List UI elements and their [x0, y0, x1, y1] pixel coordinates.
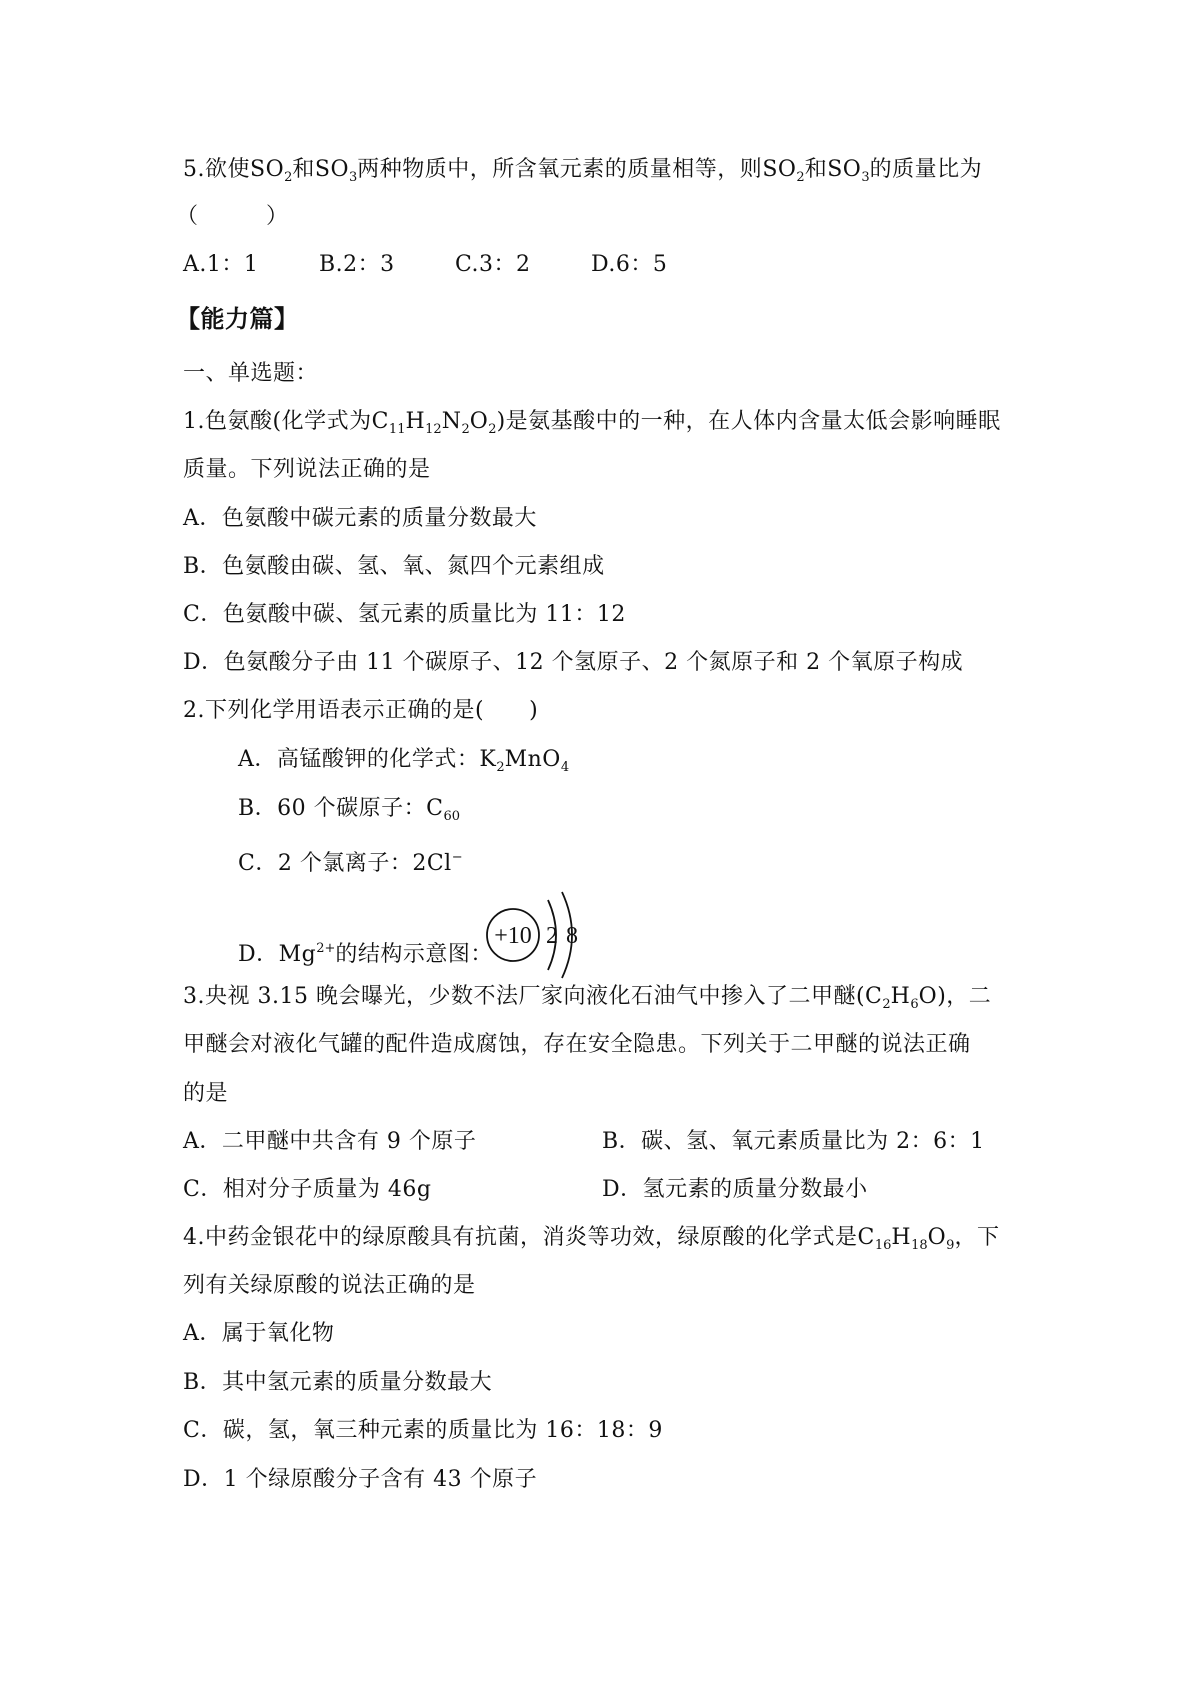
q4-text: ，下: [954, 1225, 1000, 1250]
formula-element: H: [891, 1225, 912, 1250]
subscript: 2: [882, 997, 891, 1012]
q5-option-c: C.3：2: [455, 252, 531, 277]
q1-option-b: B．色氨酸由碳、氢、氧、氮四个元素组成: [183, 554, 605, 579]
q4-text: 4.中药金银花中的绿原酸具有抗菌，消炎等功效，绿原酸的化学式是: [183, 1225, 858, 1250]
section-subheading: 一、单选题：: [183, 361, 319, 386]
q3-text: )，二: [937, 984, 992, 1009]
q2-stem: 2.下列化学用语表示正确的是( ): [183, 698, 539, 723]
subscript: 2: [796, 170, 805, 185]
q3-stem-line2: 甲醚会对液化气罐的配件造成腐蚀，存在安全隐患。下列关于二甲醚的说法正确: [183, 1032, 971, 1057]
subscript: 3: [861, 170, 870, 185]
q1-stem-line1: [183, 408, 1001, 444]
subscript: 2: [488, 422, 497, 437]
q5-option-a: A.1：1: [183, 252, 259, 277]
q1-text: )是氨基酸中的一种，在人体内含量太低会影响睡眠: [496, 409, 1001, 434]
formula-element: O: [469, 409, 489, 434]
subscript: 9: [946, 1238, 955, 1253]
q5-text: 两种物质中，所含氧元素的质量相等，则: [357, 157, 763, 182]
formula-element: H: [890, 984, 911, 1009]
formula-element: C: [371, 409, 389, 434]
formula-so3: SO: [314, 157, 350, 182]
subscript: 11: [388, 422, 406, 437]
formula-so2: SO: [762, 157, 797, 182]
q5-text: 的质量比为: [869, 157, 983, 182]
formula-element: N: [441, 409, 462, 434]
q3-stem-line1: [183, 983, 991, 1019]
q3-option-b: B．碳、氢、氧元素质量比为 2：6：1: [602, 1129, 985, 1154]
q2-option-d: [238, 935, 493, 969]
subscript: 6: [910, 997, 919, 1012]
shell-2-electrons: 8: [566, 923, 578, 949]
formula-element: H: [405, 409, 426, 434]
formula-so3: SO: [827, 157, 862, 182]
atomic-structure-diagram: [480, 880, 590, 980]
q2-text: C．2 个氯离子：2Cl: [238, 851, 452, 876]
q5-answer-paren: （ ）: [176, 204, 289, 229]
q2-text: 的结构示意图：: [335, 942, 493, 967]
q4-option-d: D．1 个绿原酸分子含有 43 个原子: [183, 1467, 538, 1492]
subscript: 12: [425, 422, 442, 437]
q5-option-d: D.6：5: [591, 252, 668, 277]
q5-option-b: B.2：3: [319, 252, 395, 277]
q5-stem-line1: [183, 156, 982, 192]
formula-element: C: [426, 796, 444, 821]
q5-text: 和: [804, 157, 828, 182]
q1-stem-line2: 质量。下列说法正确的是: [183, 457, 431, 482]
q5-text: 5.欲使: [183, 157, 250, 182]
q4-option-c: C．碳，氢，氧三种元素的质量比为 16：18：9: [183, 1418, 663, 1443]
q2-text: A．高锰酸钾的化学式：: [238, 747, 480, 772]
q1-text: 1.色氨酸(化学式为: [183, 409, 372, 434]
q1-option-a: A．色氨酸中碳元素的质量分数最大: [183, 506, 537, 531]
formula-element: C: [865, 984, 883, 1009]
subscript: 3: [349, 170, 358, 185]
q3-option-d: D．氢元素的质量分数最小: [602, 1177, 868, 1202]
formula-element: O: [918, 984, 938, 1009]
formula-element: K: [479, 747, 497, 772]
subscript: 2: [496, 760, 505, 775]
formula-element: MnO: [504, 747, 561, 772]
q3-stem-line3: 的是: [183, 1081, 229, 1106]
q4-stem-line2: 列有关绿原酸的说法正确的是: [183, 1273, 476, 1298]
q5-options: [183, 251, 727, 279]
formula-so2: SO: [250, 157, 285, 182]
q5-text: 和: [292, 157, 315, 182]
formula-element: C: [857, 1225, 875, 1250]
q3-option-a: A．二甲醚中共含有 9 个原子: [183, 1129, 477, 1154]
q3-text: 3.央视 3.15 晚会曝光，少数不法厂家向液化石油气中掺入了二甲醚(: [183, 984, 866, 1009]
subscript: 60: [443, 809, 461, 824]
q1-option-c: C．色氨酸中碳、氢元素的质量比为 11：12: [183, 602, 626, 627]
q2-option-b: [238, 795, 460, 831]
subscript: 4: [560, 760, 570, 775]
subscript: 18: [911, 1238, 928, 1253]
q4-stem-line1: [183, 1224, 999, 1260]
q4-option-b: B．其中氢元素的质量分数最大: [183, 1370, 493, 1395]
superscript: −: [451, 850, 463, 865]
subscript: 2: [284, 170, 293, 185]
q2-option-c: [238, 844, 463, 878]
superscript: 2+: [316, 941, 336, 956]
subscript: 16: [874, 1238, 892, 1253]
q2-text: B．60 个碳原子：: [238, 796, 427, 821]
nucleus-charge: +10: [494, 923, 532, 949]
q1-option-d: D．色氨酸分子由 11 个碳原子、12 个氢原子、2 个氮原子和 2 个氧原子构成: [183, 650, 964, 675]
subscript: 2: [461, 422, 470, 437]
shell-1-electrons: 2: [546, 923, 558, 949]
q2-text: D．Mg: [238, 942, 317, 967]
formula-element: O: [927, 1225, 947, 1250]
section-heading: 【能力篇】: [176, 304, 299, 333]
q3-option-c: C．相对分子质量为 46g: [183, 1177, 432, 1202]
q4-option-a: A．属于氧化物: [183, 1321, 335, 1346]
q2-option-a: [238, 746, 569, 782]
